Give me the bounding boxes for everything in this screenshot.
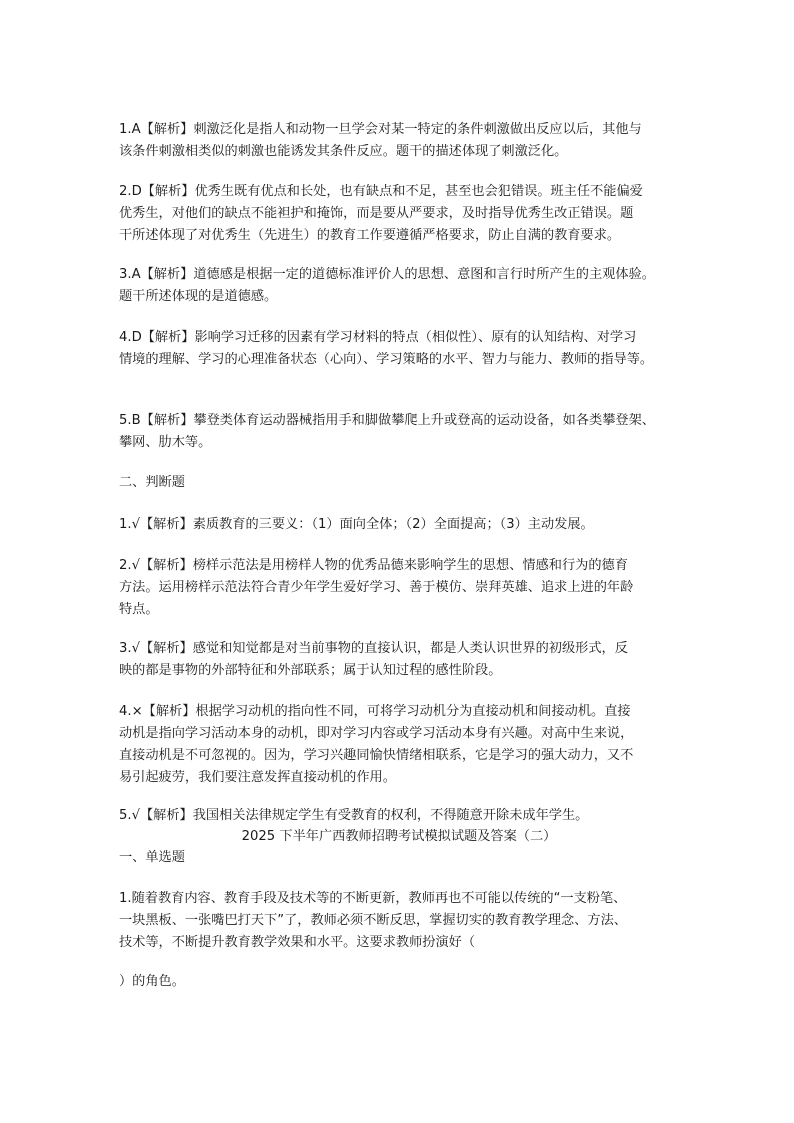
text-line: 5.B【解析】攀登类体育运动器械指用手和脚做攀爬上升或登高的运动设备，如各类攀登架、 [119,413,655,428]
answer-1 [119,119,694,163]
text-line: 题干所述体现的是道德感。 [119,289,278,304]
judgement-answer-2 [119,555,694,621]
text-line: 直接动机是不可忽视的。因为，学习兴趣同愉快情绪相联系，它是学习的强大动力，又不 [119,748,634,763]
question-1 [119,888,694,954]
text-line: 情境的理解、学习的心理准备状态（心向）、学习策略的水平、智力与能力、教师的指导等。 [119,352,654,367]
judgement-answer-1 [119,514,694,536]
answer-4 [119,327,694,371]
judgement-answer-4 [119,701,694,789]
question-1-tail: ）的角色。 [119,974,185,989]
text-line: 方法。运用榜样示范法符合青少年学生爱好学习、善于模仿、崇拜英雄、追求上进的年龄 [119,580,634,595]
text-line: 映的都是事物的外部特征和外部联系；属于认知过程的感性阶段。 [119,663,502,678]
text-line: 技术等，不断提升教育教学效果和水平。这要求教师扮演好（ [119,935,476,950]
text-line: 2.√【解析】榜样示范法是用榜样人物的优秀品德来影响学生的思想、情感和行为的德育 [119,558,628,573]
text-line: 易引起疲劳，我们要注意发挥直接动机的作用。 [119,770,396,785]
text-line: 动机是指向学习活动本身的动机，即对学习内容或学习活动本身有兴趣。对高中生来说， [119,726,634,741]
text-line: 特点。 [119,602,159,617]
text-line: 4.D【解析】影响学习迁移的因素有学习材料的特点（相似性）、原有的认知结构、对学习 [119,330,637,345]
answer-3 [119,264,694,308]
text-line: 该条件刺激相类似的刺激也能诱发其条件反应。题干的描述体现了刺激泛化。 [119,144,568,159]
text-line: 5.√【解析】我国相关法律规定学生有受教育的权利，不得随意开除未成年学生。 [119,808,589,823]
answer-2 [119,181,694,247]
test-title: 2025 下半年广西教师招聘考试模拟试题及答案（二） [241,829,557,844]
text-line: 一块黑板、一张嘴巴打天下”了，教师必须不断反思，掌握切实的教育教学理念、方法、 [119,913,627,928]
text-line: 3.√【解析】感觉和知觉都是对当前事物的直接认识，都是人类认识世界的初级形式，反 [119,641,628,656]
text-line: 1.A【解析】刺激泛化是指人和动物一旦学会对某一特定的条件刺激做出反应以后，其他与 [119,122,642,137]
text-line: 优秀生，对他们的缺点不能袒护和掩饰，而是要从严要求，及时指导优秀生改正错误。题 [119,206,634,221]
text-line: 攀网、肋木等。 [119,435,212,450]
text-line: 2.D【解析】优秀生既有优点和长处，也有缺点和不足，甚至也会犯错误。班主任不能偏爱 [119,184,643,199]
text-line: 1.随着教育内容、教育手段及技术等的不断更新，教师再也不可能以传统的“一支粉笔、 [119,891,627,906]
answer-5 [119,410,694,454]
judgement-answer-3 [119,638,694,682]
section-heading-single-choice: 一、单选题 [119,850,185,865]
judgement-answer-5 [119,805,694,827]
text-line: 1.√【解析】素质教育的三要义：（1）面向全体；（2）全面提高；（3）主动发展。 [119,517,594,532]
section-heading-judgement: 二、判断题 [119,475,185,490]
text-line: 4.×【解析】根据学习动机的指向性不同，可将学习动机分为直接动机和间接动机。直接 [119,704,631,719]
text-line: 3.A【解析】道德感是根据一定的道德标准评价人的思想、意图和言行时所产生的主观体验。 [119,267,655,282]
text-line: 干所述体现了对优秀生（先进生）的教育工作要遵循严格要求，防止自满的教育要求。 [119,228,621,243]
